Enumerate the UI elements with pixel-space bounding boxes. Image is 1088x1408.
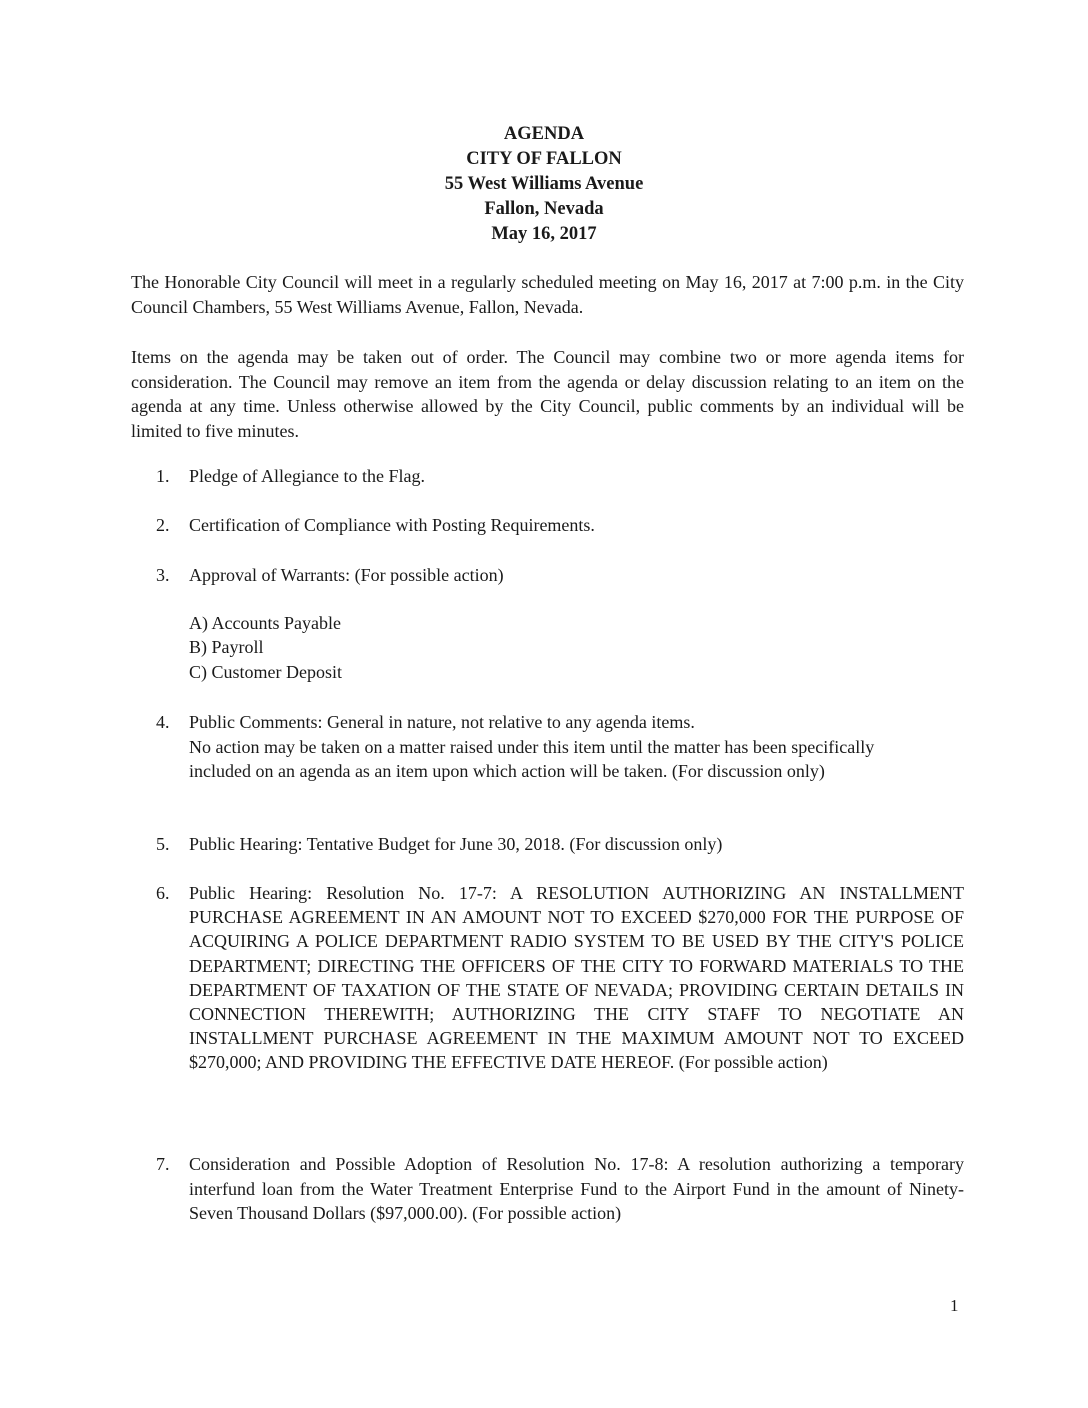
item-number: 3.: [156, 565, 170, 585]
header-location: Fallon, Nevada: [484, 199, 604, 219]
agenda-item-5: [156, 832, 964, 857]
item-text: Public Hearing: Resolution No. 17-7: A RESOLUTION AUTHORIZING AN INSTALLMENT PURCHASE AGREEMENT IN AN AMOUNT NOT TO EXCEED $270,000 FOR THE PURPOSE OF ACQUIRING A POLICE DEPARTMENT RADIO SYSTEM TO BE USED BY THE CITY'S POLICE DEPARTMENT; DIRECTING THE OFFICERS OF THE CITY TO FORWARD MATERIALS TO THE DEPARTMENT OF TAXATION OF THE STATE OF NEVADA; PROVIDING CERTAIN DETAILS IN CONNECTION THEREWITH; AUTHORIZING THE CITY STAFF TO NEGOTIATE AN INSTALLMENT PURCHASE AGREEMENT IN THE MAXIMUM AMOUNT NOT TO EXCEED $270,000; AND PROVIDING THE EFFECTIVE DATE HEREOF. (For possible action): [189, 883, 964, 1073]
item-text: Public Comments: General in nature, not relative to any agenda items.: [189, 712, 695, 732]
agenda-item-7: [156, 1152, 964, 1226]
item-text: Pledge of Allegiance to the Flag.: [189, 466, 425, 486]
header-city: CITY OF FALLON: [466, 149, 622, 169]
item-number: 2.: [156, 515, 170, 535]
item-number: 7.: [156, 1154, 170, 1174]
sub-item-payroll: B) Payroll: [189, 637, 264, 657]
sub-item-accounts-payable: A) Accounts Payable: [189, 613, 341, 633]
item-text: Public Hearing: Tentative Budget for June 30, 2018. (For discussion only): [189, 834, 723, 854]
sub-item-customer-deposit: C) Customer Deposit: [189, 662, 342, 682]
header-date: May 16, 2017: [491, 224, 597, 244]
item-number: 4.: [156, 712, 170, 732]
item-text: Certification of Compliance with Posting Requirements.: [189, 515, 595, 535]
agenda-header: [0, 122, 1088, 247]
item-text-detail: No action may be taken on a matter raised under this item until the matter has been specifically included on an agenda as an item upon which action will be taken. (For discussion only): [189, 736, 875, 781]
agenda-item-2: [156, 513, 964, 538]
item-number: 6.: [156, 883, 170, 903]
agenda-item-1: [156, 464, 964, 489]
header-title: AGENDA: [503, 124, 585, 144]
agenda-item-6: [156, 881, 964, 1075]
item-number: 5.: [156, 834, 170, 854]
intro-paragraph: The Honorable City Council will meet in a regularly scheduled meeting on May 16, 2017 at 7:00 p.m. in the City Council Chambers, 55 West Williams Avenue, Fallon, Nevada.: [131, 272, 964, 317]
rules-paragraph: Items on the agenda may be taken out of order. The Council may combine two or more agenda items for consideration. The Council may remove an item from the agenda or delay discussion relating to an item on the agenda at any time. Unless otherwise allowed by the City Council, public comments by an individual will be limited to five minutes.: [131, 347, 964, 441]
header-address: 55 West Williams Avenue: [444, 174, 644, 194]
item-number: 1.: [156, 466, 170, 486]
agenda-item-3: [156, 563, 964, 588]
item-text: Approval of Warrants: (For possible action): [189, 565, 504, 585]
agenda-item-4: [156, 710, 964, 784]
page-number: 1: [950, 1296, 959, 1315]
item-text: Consideration and Possible Adoption of Resolution No. 17-8: A resolution authorizing a temporary interfund loan from the Water Treatment Enterprise Fund to the Airport Fund in the amount of Ninety-Seven Thousand Dollars ($97,000.00). (For possible action): [189, 1154, 964, 1223]
